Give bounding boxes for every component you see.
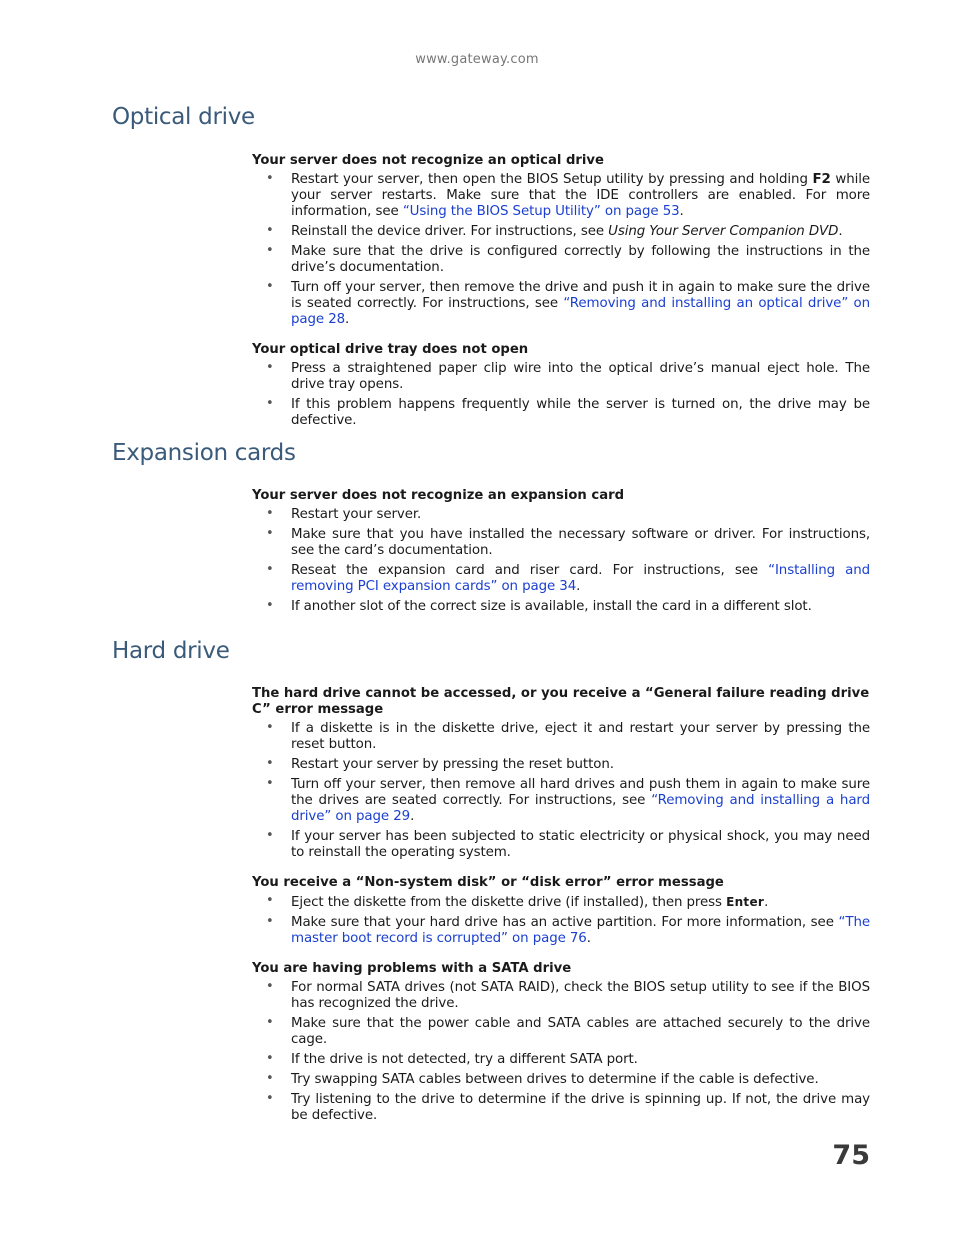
bullet-icon: • — [266, 828, 274, 843]
list-item: • If the drive is not detected, try a different SATA port. — [266, 1051, 638, 1067]
bullet-icon: • — [266, 914, 274, 929]
list-item: • If a diskette is in the diskette drive, eject it and restart your server by pressing the reset button. — [266, 720, 870, 752]
bullet-list — [252, 721, 870, 861]
section-title-optical-drive: Optical drive — [112, 104, 255, 130]
link-removing-optical-drive[interactable]: “Removing and installing an optical drive” on page 28 — [291, 296, 870, 327]
list-item: • Turn off your server, then remove all hard drives and push them in again to make sure the drives are seated correctly. For instructions, see “Removing and installing a hard drive” on page 29. — [266, 776, 870, 824]
bullet-icon: • — [266, 506, 274, 521]
book-title: Using Your Server Companion DVD — [608, 224, 839, 239]
bullet-list — [252, 507, 870, 615]
bullet-icon: • — [266, 1015, 274, 1030]
subheading-non-system-disk: You receive a “Non-system disk” or “disk error” error message — [252, 875, 724, 890]
link-bios-setup-utility[interactable]: “Using the BIOS Setup Utility” on page 53 — [402, 204, 680, 219]
list-item: • Restart your server. — [266, 506, 422, 522]
list-item: • Turn off your server, then remove the drive and push it in again to make sure the drive is seated correctly. For instructions, see “Removing and installing an optical drive” on page 28. — [266, 279, 870, 327]
list-item: • If this problem happens frequently while the server is turned on, the drive may be defective. — [266, 396, 870, 428]
section-title-expansion-cards: Expansion cards — [112, 440, 296, 466]
bullet-icon: • — [266, 360, 274, 375]
bullet-icon: • — [266, 396, 274, 411]
list-item: • Reinstall the device driver. For instructions, see Using Your Server Companion DVD. — [266, 223, 843, 239]
link-removing-hard-drive[interactable]: “Removing and installing a hard drive” on page 29 — [291, 793, 870, 824]
bullet-list — [252, 980, 870, 1124]
bullet-icon: • — [266, 979, 274, 994]
list-item: • Reseat the expansion card and riser card. For instructions, see “Installing and removing PCI expansion cards” on page 34. — [266, 562, 871, 594]
subheading-sata-problems: You are having problems with a SATA drive — [252, 961, 572, 976]
subheading-tray-not-open: Your optical drive tray does not open — [252, 342, 529, 357]
list-item: • Make sure that your hard drive has an active partition. For more information, see “The master boot record is corrupted” on page 76. — [266, 914, 870, 946]
bullet-icon: • — [266, 279, 274, 294]
bullet-icon: • — [266, 1071, 274, 1086]
key-enter: Enter — [726, 895, 765, 909]
list-item: • Make sure that the drive is configured correctly by following the instructions in the drive’s documentation. — [266, 243, 870, 275]
bullet-icon: • — [266, 1051, 274, 1066]
optical-drive-section — [252, 153, 870, 433]
bullet-icon: • — [266, 598, 274, 613]
subheading-not-recognize-expansion: Your server does not recognize an expansion card — [252, 488, 625, 503]
list-item: • Restart your server by pressing the reset button. — [266, 756, 614, 772]
link-installing-pci-cards[interactable]: “Installing and removing PCI expansion cards” on page 34 — [291, 563, 871, 594]
key-f2: F2 — [812, 172, 831, 187]
bullet-icon: • — [266, 893, 274, 908]
page-number: 75 — [832, 1140, 870, 1171]
bullet-icon: • — [266, 720, 274, 735]
bullet-icon: • — [266, 526, 274, 541]
list-item: • Make sure that you have installed the necessary software or driver. For instructions, see the card’s documentation. — [266, 526, 870, 558]
subheading-cannot-be-accessed: The hard drive cannot be accessed, or you receive a “General failure reading drive C” error message — [252, 686, 870, 717]
list-item: • Restart your server, then open the BIOS Setup utility by pressing and holding F2 while your server restarts. Make sure that the IDE controllers are enabled. For more information, see “Using the BIOS Setup Utility” on page 53. — [266, 171, 870, 219]
bullet-icon: • — [266, 1091, 274, 1106]
list-item: • If your server has been subjected to static electricity or physical shock, you may need to reinstall the operating system. — [266, 828, 870, 860]
bullet-list — [252, 894, 870, 947]
link-master-boot-record[interactable]: “The master boot record is corrupted” on page 76 — [291, 915, 870, 946]
list-item: • If another slot of the correct size is available, install the card in a different slot. — [266, 598, 812, 614]
bullet-icon: • — [266, 562, 274, 577]
header-url[interactable]: www.gateway.com — [415, 52, 539, 67]
bullet-icon: • — [266, 243, 274, 258]
bullet-list — [252, 172, 870, 328]
subheading-not-recognize-optical: Your server does not recognize an optical drive — [252, 153, 604, 168]
hard-drive-section — [252, 686, 870, 1128]
list-item: • Press a straightened paper clip wire into the optical drive’s manual eject hole. The drive tray opens. — [266, 360, 870, 392]
list-item: • Eject the diskette from the diskette drive (if installed), then press Enter. — [266, 893, 769, 910]
bullet-list — [252, 361, 870, 429]
bullet-icon: • — [266, 223, 274, 238]
list-item: • For normal SATA drives (not SATA RAID), check the BIOS setup utility to see if the BIOS has recognized the drive. — [266, 979, 870, 1011]
list-item: • Try swapping SATA cables between drives to determine if the cable is defective. — [266, 1071, 819, 1087]
bullet-icon: • — [266, 756, 274, 771]
list-item: • Make sure that the power cable and SATA cables are attached securely to the drive cage. — [266, 1015, 870, 1047]
list-item: • Try listening to the drive to determine if the drive is spinning up. If not, the drive may be defective. — [266, 1091, 870, 1123]
bullet-icon: • — [266, 171, 274, 186]
section-title-hard-drive: Hard drive — [112, 638, 230, 664]
bullet-icon: • — [266, 776, 274, 791]
expansion-cards-section — [252, 488, 870, 619]
